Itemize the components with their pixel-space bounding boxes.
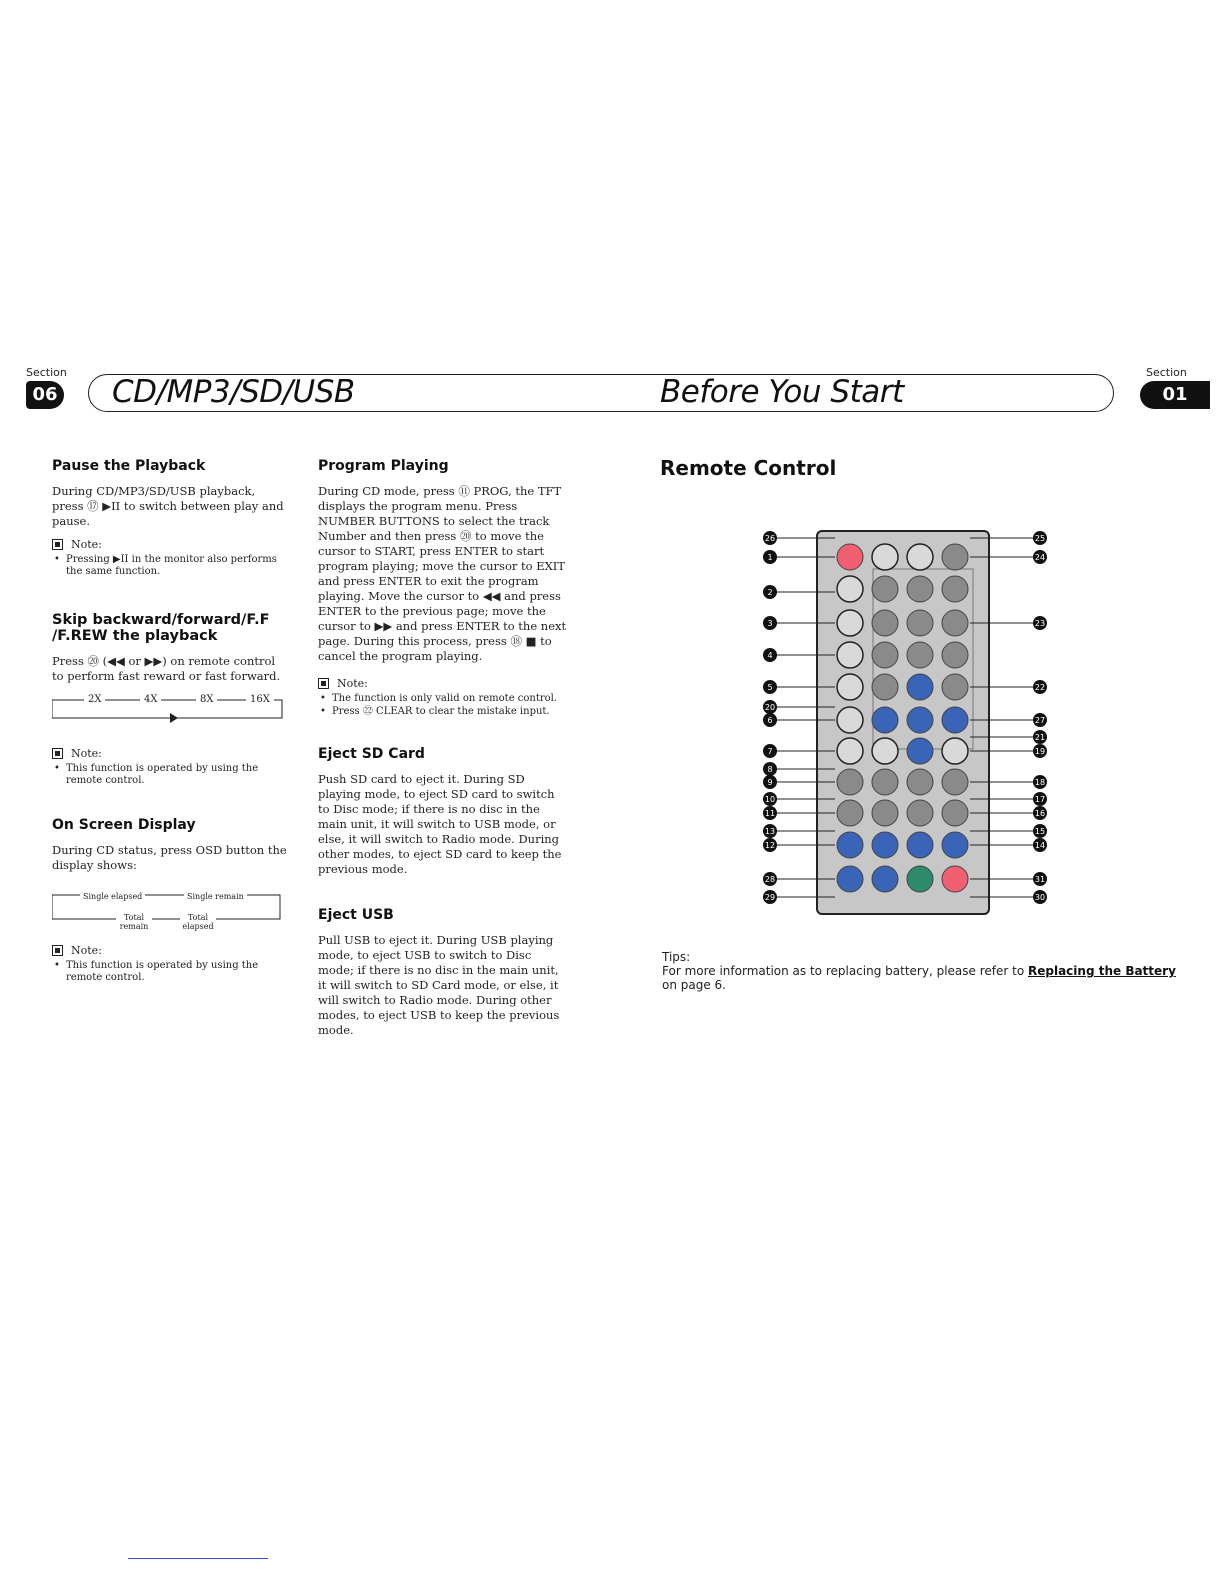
remote-button (942, 674, 968, 700)
eject-sd-section (318, 746, 568, 877)
osd-single-remain: Single remain (184, 889, 247, 904)
remote-button (837, 674, 863, 700)
tips-page-ref: on page 6. (662, 978, 726, 992)
remote-button (942, 738, 968, 764)
callout-number: 30 (1034, 893, 1046, 902)
remote-button (942, 544, 968, 570)
remote-button (872, 800, 898, 826)
remote-button (907, 769, 933, 795)
remote-button (942, 576, 968, 602)
speed-8x: 8X (196, 692, 217, 707)
osd-total-elapsed: Total elapsed (180, 913, 216, 931)
left-page-title: CD/MP3/SD/USB (112, 374, 355, 410)
callout-number: 16 (1034, 809, 1046, 818)
right-section-number: 01 (1140, 381, 1210, 409)
program-title: Program Playing (318, 458, 449, 474)
remote-button (942, 800, 968, 826)
remote-button (837, 832, 863, 858)
remote-button (942, 832, 968, 858)
callout-number: 17 (1034, 795, 1046, 804)
note-icon (52, 539, 63, 550)
callout-number: 2 (767, 588, 773, 597)
callout-number: 28 (764, 875, 776, 884)
program-section (318, 458, 568, 718)
pause-note: • Pressing ▶II in the monitor also performs the same function. (52, 554, 288, 578)
osd-note-label: Note: (71, 944, 102, 957)
remote-button (942, 610, 968, 636)
program-note-1: • The function is only valid on remote control. (318, 693, 568, 705)
skip-title: Skip backward/forward/F.F /F.REW the playback (52, 612, 270, 644)
remote-button (837, 544, 863, 570)
callout-number: 15 (1034, 827, 1046, 836)
callout-number: 10 (764, 795, 776, 804)
right-page-title: Before You Start (660, 374, 904, 410)
callout-number: 9 (767, 778, 773, 787)
eject-sd-title: Eject SD Card (318, 746, 425, 762)
callout-number: 25 (1034, 534, 1046, 543)
remote-button (872, 642, 898, 668)
callout-number: 18 (1034, 778, 1046, 787)
tips-label: Tips: (662, 950, 691, 964)
remote-control-diagram (755, 525, 1055, 920)
remote-button (837, 866, 863, 892)
remote-button (837, 769, 863, 795)
skip-body: Press ⑳ (◀◀ or ▶▶) on remote control to perform fast reward or fast forward. (52, 654, 281, 683)
eject-usb-section (318, 907, 568, 1038)
callout-number: 19 (1034, 747, 1046, 756)
speed-2x: 2X (84, 692, 105, 707)
note-icon (52, 748, 63, 759)
remote-button (907, 800, 933, 826)
remote-button (872, 832, 898, 858)
eject-sd-body: Push SD card to eject it. During SD playing mode, to eject SD card to switch to Disc mode; if there is no disc in the main unit, it will switch to USB mode, or else, it will switch to Radio mode. During other modes, to eject SD card to keep the previous mode. (318, 772, 562, 876)
remote-button (907, 544, 933, 570)
left-section-label: Section (26, 366, 67, 379)
remote-button (907, 707, 933, 733)
pause-note-label: Note: (71, 538, 102, 551)
remote-button (872, 707, 898, 733)
callout-number: 20 (764, 703, 776, 712)
pause-title: Pause the Playback (52, 458, 206, 474)
left-column (52, 458, 288, 985)
callout-number: 6 (767, 716, 773, 725)
remote-button (872, 738, 898, 764)
skip-note-label: Note: (71, 747, 102, 760)
osd-total-remain: Total remain (116, 913, 152, 931)
speed-4x: 4X (140, 692, 161, 707)
osd-section (52, 817, 288, 984)
callout-number: 23 (1034, 619, 1046, 628)
callout-number: 3 (767, 619, 773, 628)
callout-number: 31 (1034, 875, 1046, 884)
program-note-2: • Press ㉒ CLEAR to clear the mistake input. (318, 706, 568, 718)
pause-body: During CD/MP3/SD/USB playback, press ⑰ ▶II to switch between play and pause. (52, 484, 284, 528)
remote-button (907, 832, 933, 858)
remote-button (837, 576, 863, 602)
remote-button (837, 642, 863, 668)
callout-number: 1 (767, 553, 773, 562)
speed-16x: 16X (246, 692, 274, 707)
remote-button (837, 610, 863, 636)
callout-number: 8 (767, 765, 773, 774)
middle-column (318, 458, 568, 1038)
remote-button (907, 610, 933, 636)
remote-button (837, 707, 863, 733)
remote-button (872, 866, 898, 892)
remote-button (942, 769, 968, 795)
remote-button (942, 866, 968, 892)
remote-button (872, 674, 898, 700)
callout-number: 14 (1034, 841, 1046, 850)
callout-number: 5 (767, 683, 773, 692)
remote-button (872, 544, 898, 570)
remote-button (942, 707, 968, 733)
speed-cycle-diagram (52, 690, 288, 738)
program-note-label: Note: (337, 677, 368, 690)
replacing-battery-link[interactable]: Replacing the Battery (1028, 964, 1176, 978)
callout-number: 22 (1034, 683, 1046, 692)
callout-number: 24 (1034, 553, 1046, 562)
eject-usb-body: Pull USB to eject it. During USB playing mode, to eject USB to switch to Disc mode; if there is no disc in the main unit, it will switch to SD Card mode, or else, it will switch to Radio mode. During other modes, to eject USB to keep the previous mode. (318, 933, 560, 1037)
callout-number: 4 (767, 651, 773, 660)
tips-block (662, 950, 1182, 992)
remote-button (837, 800, 863, 826)
right-section-label: Section (1146, 366, 1187, 379)
pause-section (52, 458, 288, 578)
left-section-number: 06 (26, 381, 64, 409)
callout-number: 26 (764, 534, 776, 543)
footer-rule (128, 1558, 268, 1559)
remote-button (942, 642, 968, 668)
callout-number: 11 (764, 809, 776, 818)
remote-button (872, 610, 898, 636)
osd-note: • This function is operated by using the remote control. (52, 960, 288, 984)
callout-number: 29 (764, 893, 776, 902)
remote-button (872, 769, 898, 795)
program-body: During CD mode, press ⑪ PROG, the TFT displays the program menu. Press NUMBER BUTTONS to select the track Number and then press ⑳ to move the cursor to START, press ENTER to start program playing; move the cursor to EXIT and press ENTER to exit the program playing. Move the cursor to ◀◀ and press ENTER to the previous page; move the cursor to ▶▶ and press ENTER to the next page. During this process, press ⑱ ■ to cancel the program playing. (318, 484, 567, 663)
osd-single-elapsed: Single elapsed (80, 889, 145, 904)
callout-number: 12 (764, 841, 776, 850)
osd-title: On Screen Display (52, 817, 196, 833)
remote-button (907, 642, 933, 668)
callout-number: 27 (1034, 716, 1046, 725)
osd-cycle-diagram (52, 889, 288, 935)
eject-usb-title: Eject USB (318, 907, 394, 923)
remote-button (837, 738, 863, 764)
remote-button (907, 674, 933, 700)
remote-button (907, 576, 933, 602)
skip-note: • This function is operated by using the remote control. (52, 763, 288, 787)
note-icon (318, 678, 329, 689)
skip-section (52, 612, 288, 787)
note-icon (52, 945, 63, 956)
callout-number: 21 (1034, 733, 1046, 742)
remote-button (872, 576, 898, 602)
tips-text: For more information as to replacing battery, please refer to (662, 964, 1025, 978)
remote-control-title: Remote Control (660, 456, 837, 480)
remote-button (907, 738, 933, 764)
osd-body: During CD status, press OSD button the display shows: (52, 843, 287, 872)
callout-number: 7 (767, 747, 773, 756)
remote-button (907, 866, 933, 892)
callout-number: 13 (764, 827, 776, 836)
